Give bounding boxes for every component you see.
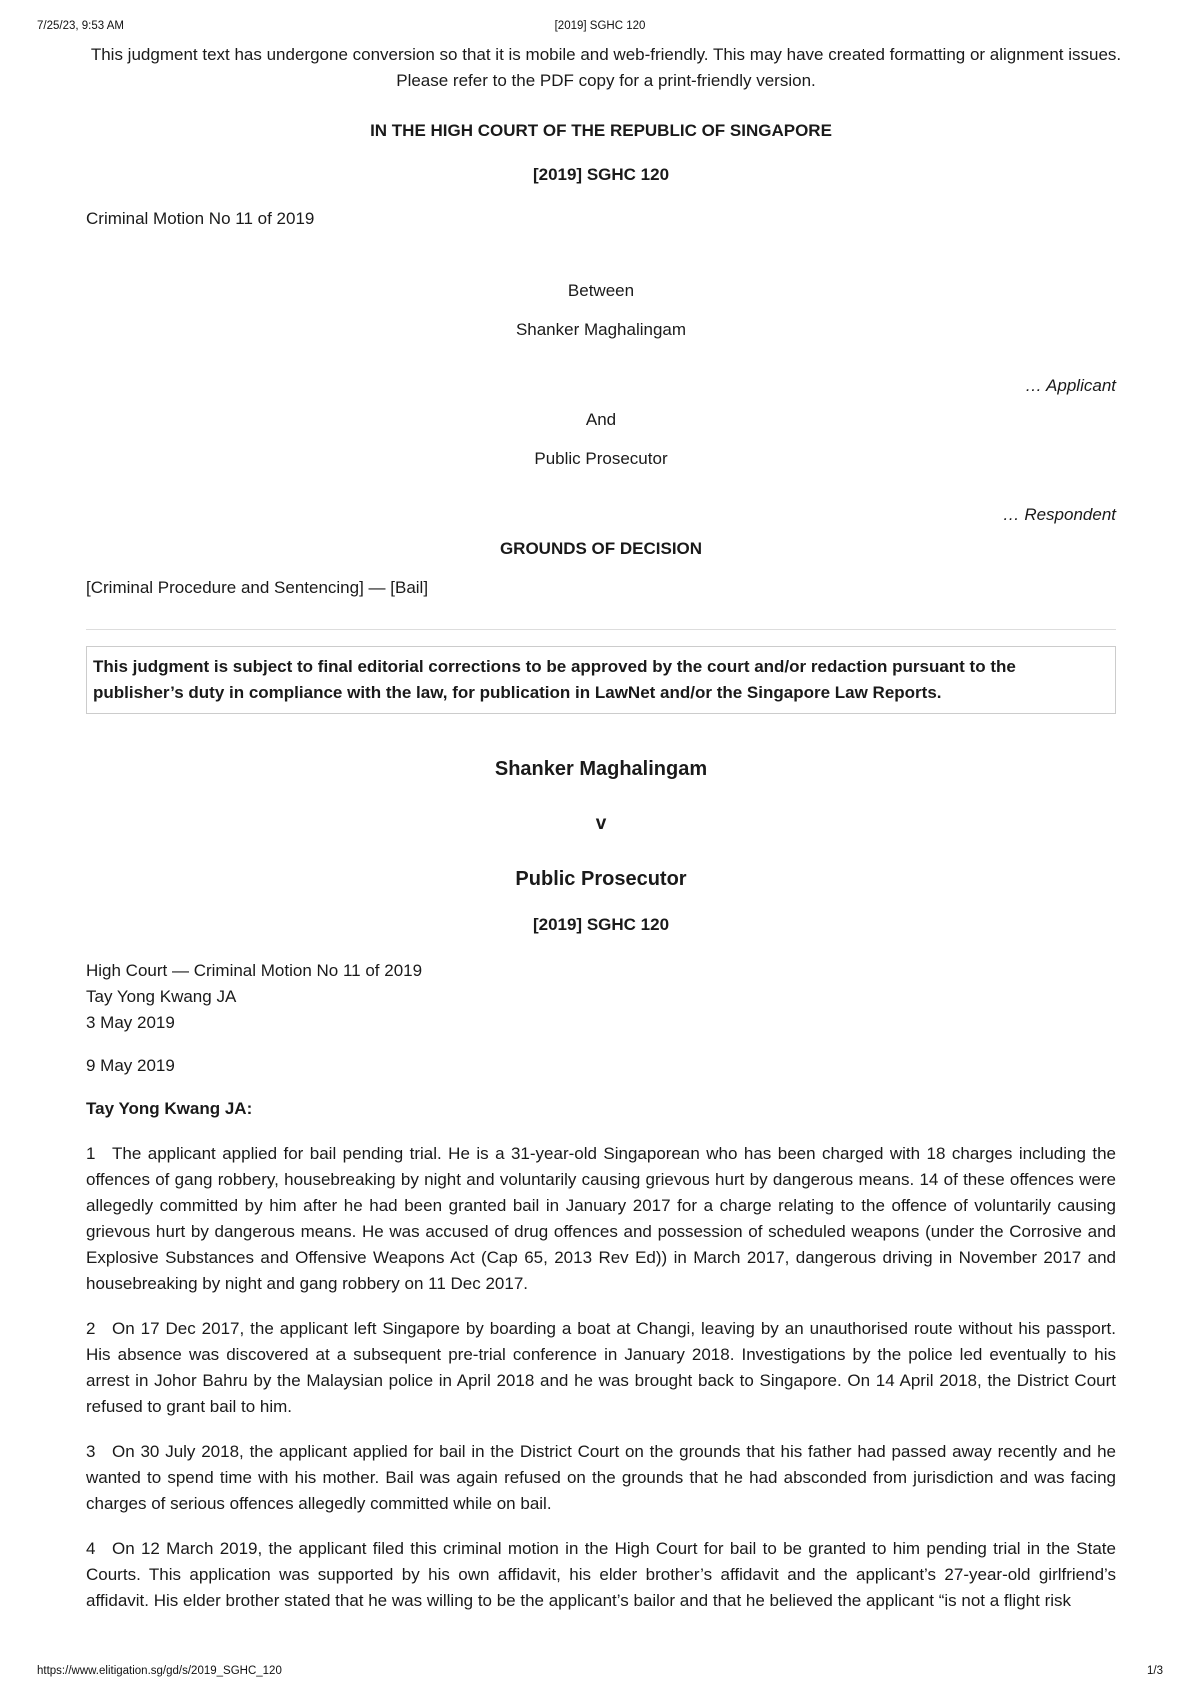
paragraph-text: On 12 March 2019, the applicant filed this criminal motion in the High Court for bail to be granted to him pending trial in the State Courts. This application was supported by his own affidavit, his elder brother’s affidavit and the applicant’s 27-year-old girlfriend’s affidavit. His elder brother stated that he was willing to be the applicant’s bailor and that he believed the applicant “is not a flight risk: [86, 1539, 1116, 1610]
court-name: IN THE HIGH COURT OF THE REPUBLIC OF SINGAPORE: [370, 121, 832, 140]
paragraph-number: 1: [86, 1144, 96, 1163]
paragraph: [86, 1536, 1116, 1614]
page-number: 1/3: [1147, 1665, 1163, 1677]
citation: [2019] SGHC 120: [532, 165, 670, 184]
applicant-role: … Applicant: [1024, 376, 1116, 395]
paragraph: [86, 1141, 1116, 1297]
paragraph: [86, 1316, 1116, 1420]
conversion-notice: [76, 42, 1136, 94]
print-header: [37, 20, 1163, 36]
respondent-name: Public Prosecutor: [534, 449, 668, 468]
case-metadata: [86, 958, 1116, 1036]
coram: Tay Yong Kwang JA: [86, 987, 237, 1006]
between-label: Between: [567, 281, 635, 300]
paragraph: [86, 1439, 1116, 1517]
grounds-heading: GROUNDS OF DECISION: [499, 539, 703, 558]
divider: [86, 629, 1116, 630]
case-versus: v: [595, 813, 607, 834]
paragraph-number: 2: [86, 1319, 96, 1338]
decision-date: 9 May 2019: [86, 1056, 175, 1075]
and-label: And: [585, 410, 617, 429]
notice-line-2: Please refer to the PDF copy for a print-friendly version.: [396, 71, 816, 90]
catchwords: [Criminal Procedure and Sentencing] — [Bail]: [86, 578, 429, 597]
paragraph-text: On 17 Dec 2017, the applicant left Singapore by boarding a boat at Changi, leaving by an unauthorised route without his passport. His absence was discovered at a subsequent pre-trial conference in January 2018. Investigations by the police led eventually to his arrest in Johor Bahru by the Malaysian police in April 2018 and he was brought back to Singapore. On 14 April 2018, the District Court refused to grant bail to him.: [86, 1319, 1116, 1416]
paragraph-text: The applicant applied for bail pending trial. He is a 31-year-old Singaporean who has been charged with 18 charges including the offences of gang robbery, housebreaking by night and voluntarily causing grievous hurt by dangerous means. 14 of these offences were allegedly committed by him after he had been granted bail in January 2017 for a charge relating to the offence of voluntarily causing grievous hurt by dangerous means. He was accused of drug offences and possession of scheduled weapons (under the Corrosive and Explosive Substances and Offensive Weapons Act (Cap 65, 2013 Rev Ed)) in March 2017, dangerous driving in November 2017 and housebreaking by night and gang robbery on 11 Dec 2017.: [86, 1144, 1116, 1293]
paragraph-text: On 30 July 2018, the applicant applied for bail in the District Court on the grounds that his father had passed away recently and he wanted to spend time with his mother. Bail was again refused on the grounds that he had absconded from jurisdiction and was facing charges of serious offences allegedly committed while on bail.: [86, 1442, 1116, 1513]
paragraph-number: 4: [86, 1539, 96, 1558]
case-party-1: Shanker Maghalingam: [494, 758, 708, 780]
notice-line-1: This judgment text has undergone conversion so that it is mobile and web-friendly. This may have created formatting or alignment issues.: [90, 45, 1122, 64]
paragraph-number: 3: [86, 1442, 96, 1461]
case-citation: [2019] SGHC 120: [532, 915, 670, 934]
print-footer: [37, 1665, 1163, 1681]
applicant-name: Shanker Maghalingam: [515, 320, 687, 339]
judge-heading: Tay Yong Kwang JA:: [86, 1099, 253, 1118]
court-motion: High Court — Criminal Motion No 11 of 2019: [86, 961, 423, 980]
motion-number: Criminal Motion No 11 of 2019: [86, 209, 315, 228]
editorial-note: This judgment is subject to final editorial corrections to be approved by the court and/or redaction pursuant to the publisher’s duty in compliance with the law, for publication in LawNet and/or the Singapore Law Reports.: [86, 646, 1116, 714]
print-datetime: 7/25/23, 9:53 AM: [37, 20, 124, 32]
page-url: https://www.elitigation.sg/gd/s/2019_SGHC_120: [37, 1665, 282, 1677]
case-party-2: Public Prosecutor: [515, 868, 687, 890]
print-title: [2019] SGHC 120: [554, 20, 646, 32]
hearing-date: 3 May 2019: [86, 1013, 175, 1032]
respondent-role: … Respondent: [1002, 505, 1116, 524]
judgment-document: [86, 42, 1122, 1614]
